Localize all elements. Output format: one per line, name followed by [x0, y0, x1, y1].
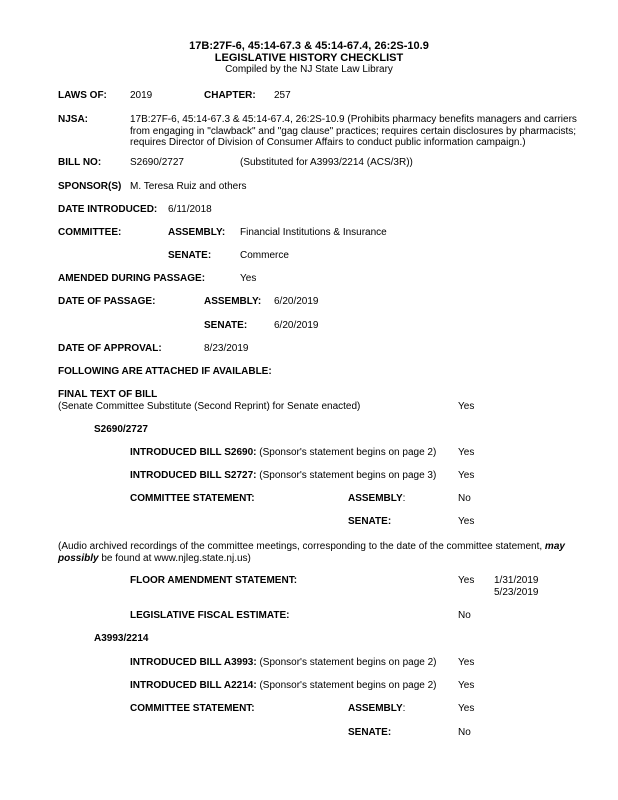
final-text-value: Yes	[458, 401, 475, 412]
a-intro1-label: INTRODUCED BILL A3993:	[130, 657, 257, 668]
fiscal-estimate-label: LEGISLATIVE FISCAL ESTIMATE:	[130, 610, 290, 621]
document-subtitle: LEGISLATIVE HISTORY CHECKLIST	[214, 52, 404, 64]
audio-note-part2: be found at www.njleg.state.nj.us)	[98, 553, 251, 564]
s-intro1-note: (Sponsor's statement begins on page 2)	[259, 447, 437, 458]
s-committee-assembly-label-row	[348, 493, 405, 505]
s-committee-statement-label: COMMITTEE STATEMENT:	[130, 493, 255, 504]
final-text-note: (Senate Committee Substitute (Second Reprint) for Senate enacted)	[58, 401, 361, 412]
amended-value: Yes	[240, 273, 257, 284]
a-committee-assembly-colon: :	[402, 703, 406, 714]
a-committee-assembly-value: Yes	[458, 703, 475, 714]
a-committee-assembly-label-row	[348, 703, 405, 715]
a-committee-assembly-label: ASSEMBLY	[348, 703, 403, 714]
s-intro1-label: INTRODUCED BILL S2690:	[130, 447, 257, 458]
passage-assembly-value: 6/20/2019	[274, 296, 319, 307]
a-intro2-row	[130, 680, 437, 692]
date-of-approval-label: DATE OF APPROVAL:	[58, 343, 162, 354]
passage-senate-label: SENATE:	[204, 320, 248, 331]
s-committee-assembly-value: No	[458, 493, 471, 504]
date-introduced-label: DATE INTRODUCED:	[58, 204, 158, 215]
s-intro2-label: INTRODUCED BILL S2727:	[130, 470, 257, 481]
s-intro2-row	[130, 470, 436, 482]
laws-of-label: LAWS OF:	[58, 90, 107, 101]
passage-assembly-label: ASSEMBLY:	[204, 296, 262, 307]
sponsor-label: SPONSOR(S)	[58, 181, 122, 192]
document-title: 17B:27F-6, 45:14-67.3 & 45:14-67.4, 26:2S-10.9	[189, 40, 429, 52]
passage-senate-value: 6/20/2019	[274, 320, 319, 331]
s-intro2-value: Yes	[458, 470, 475, 481]
a-intro2-note: (Sponsor's statement begins on page 2)	[259, 680, 437, 691]
a-section-heading: A3993/2214	[94, 633, 149, 644]
bill-no-label: BILL NO:	[58, 157, 102, 168]
a-intro2-value: Yes	[458, 680, 475, 691]
a-intro1-value: Yes	[458, 657, 475, 668]
fiscal-estimate-value: No	[458, 610, 471, 621]
laws-of-value: 2019	[130, 90, 153, 101]
s-intro2-note: (Sponsor's statement begins on page 3)	[259, 470, 437, 481]
a-intro1-row	[130, 657, 437, 669]
bill-no-value: S2690/2727	[130, 157, 184, 168]
date-introduced-value: 6/11/2018	[168, 204, 212, 215]
s-section-heading: S2690/2727	[94, 424, 148, 435]
committee-senate-label: SENATE:	[168, 250, 212, 261]
final-text-label: FINAL TEXT OF BILL	[58, 389, 158, 400]
a-committee-senate-label: SENATE:	[348, 727, 392, 738]
sponsor-value: M. Teresa Ruiz and others	[130, 181, 247, 192]
committee-assembly-value: Financial Institutions & Insurance	[240, 227, 387, 238]
floor-amendment-label: FLOOR AMENDMENT STATEMENT:	[130, 575, 298, 586]
bill-no-note: (Substituted for A3993/2214 (ACS/3R))	[240, 157, 413, 168]
s-committee-senate-value: Yes	[458, 516, 475, 527]
s-intro1-row	[130, 447, 436, 459]
floor-amendment-date-1: 1/31/2019	[494, 575, 539, 586]
chapter-label: CHAPTER:	[204, 90, 256, 101]
following-attached-heading: FOLLOWING ARE ATTACHED IF AVAILABLE:	[58, 366, 272, 377]
njsa-label: NJSA:	[58, 114, 89, 125]
a-intro2-label: INTRODUCED BILL A2214:	[130, 680, 257, 691]
a-committee-statement-label: COMMITTEE STATEMENT:	[130, 703, 255, 714]
compiled-by: Compiled by the NJ State Law Library	[225, 64, 393, 75]
njsa-value: 17B:27F-6, 45:14-67.3 & 45:14-67.4, 26:2S-10.9 (Prohibits pharmacy benefits managers and carriers from engaging in "clawback" and "gag clause" practices; requires certain disclosures by pharmacists; requires Director of Division of Consumer Affairs to conduct public information campaign.)	[130, 114, 577, 148]
chapter-value: 257	[274, 90, 291, 101]
date-of-passage-label: DATE OF PASSAGE:	[58, 296, 156, 307]
committee-assembly-label: ASSEMBLY:	[168, 227, 226, 238]
s-intro1-value: Yes	[458, 447, 475, 458]
committee-senate-value: Commerce	[240, 250, 289, 261]
s-committee-assembly-label: ASSEMBLY	[348, 493, 403, 504]
audio-archive-note	[58, 541, 603, 565]
amended-label: AMENDED DURING PASSAGE:	[58, 273, 206, 284]
a-committee-senate-value: No	[458, 727, 471, 738]
a-intro1-note: (Sponsor's statement begins on page 2)	[259, 657, 437, 668]
floor-amendment-value: Yes	[458, 575, 475, 586]
audio-note-part1: (Audio archived recordings of the committee meetings, corresponding to the date of the committee statement,	[58, 541, 545, 552]
s-committee-assembly-colon: :	[402, 493, 406, 504]
committee-label: COMMITTEE:	[58, 227, 122, 238]
s-committee-senate-label: SENATE:	[348, 516, 392, 527]
floor-amendment-date-2: 5/23/2019	[494, 587, 539, 598]
audio-note-emphasis: may possibly	[58, 541, 565, 564]
date-of-approval-value: 8/23/2019	[204, 343, 249, 354]
